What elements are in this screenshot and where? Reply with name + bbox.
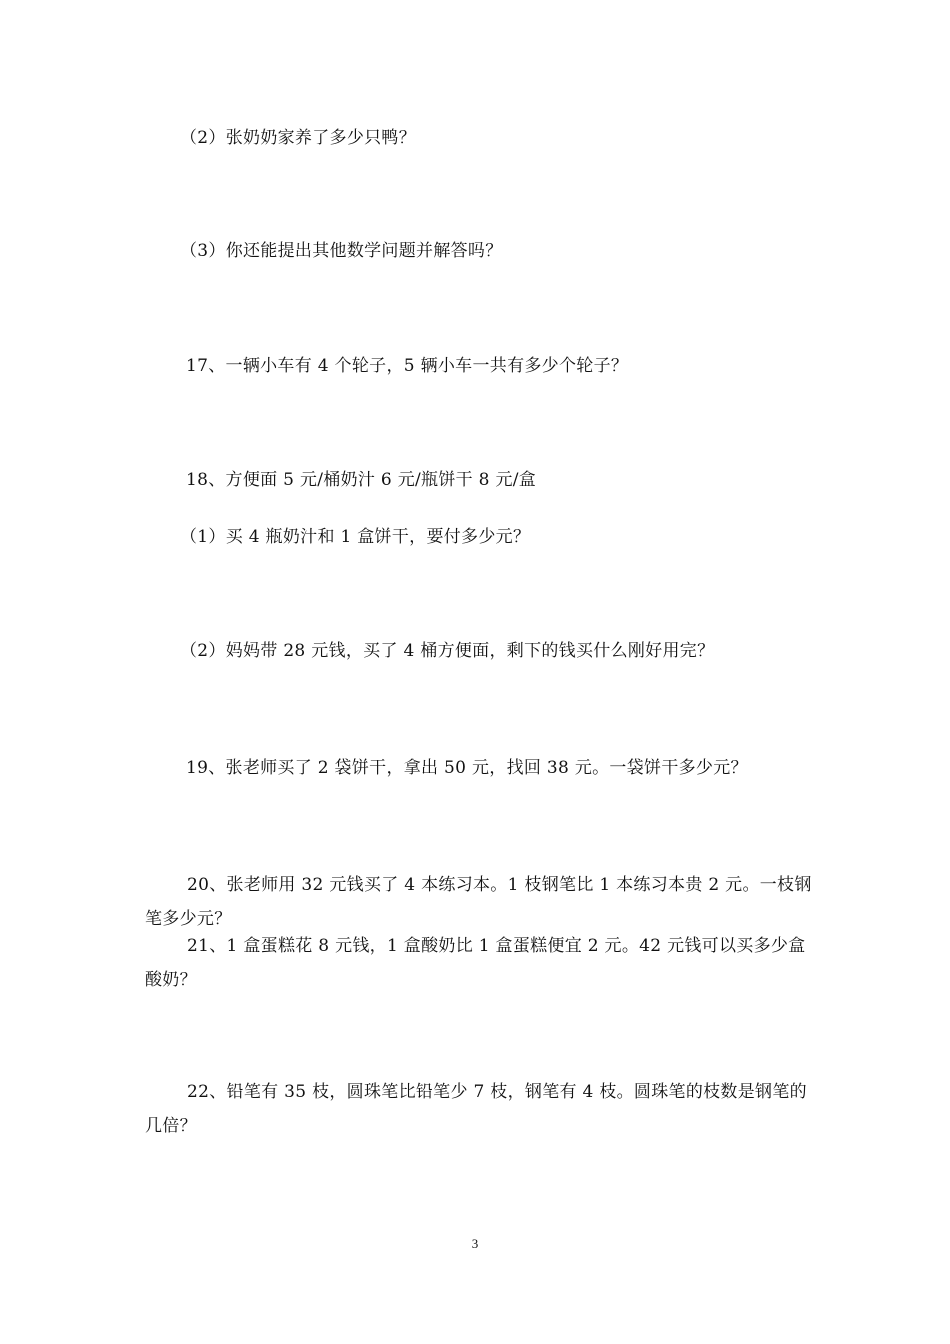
question-19: 19、张老师买了 2 袋饼干，拿出 50 元，找回 38 元。一袋饼干多少元？ [186, 758, 748, 778]
question-18: 18、方便面 5 元/桶奶汁 6 元/瓶饼干 8 元/盒 [186, 470, 537, 490]
question-18-part-2: （2）妈妈带 28 元钱，买了 4 桶方便面，剩下的钱买什么刚好用完？ [180, 641, 715, 661]
question-17: 17、一辆小车有 4 个轮子，5 辆小车一共有多少个轮子？ [186, 356, 629, 376]
question-16-part-3: （3）你还能提出其他数学问题并解答吗？ [180, 241, 503, 261]
question-18-part-1: （1）买 4 瓶奶汁和 1 盒饼干，要付多少元？ [180, 527, 531, 547]
question-16-part-2: （2）张奶奶家养了多少只鸭？ [180, 128, 417, 148]
question-21: 21、1 盒蛋糕花 8 元钱，1 盒酸奶比 1 盒蛋糕便宜 2 元。42 元钱可以买多少盒酸奶？ [145, 936, 806, 990]
page-number: 3 [471, 1236, 479, 1251]
question-22: 22、铅笔有 35 枝，圆珠笔比铅笔少 7 枝，钢笔有 4 枝。圆珠笔的枝数是钢笔的几倍？ [145, 1082, 807, 1136]
question-20: 20、张老师用 32 元钱买了 4 本练习本。1 枝钢笔比 1 本练习本贵 2 元。一枝钢笔多少元？ [145, 875, 812, 929]
